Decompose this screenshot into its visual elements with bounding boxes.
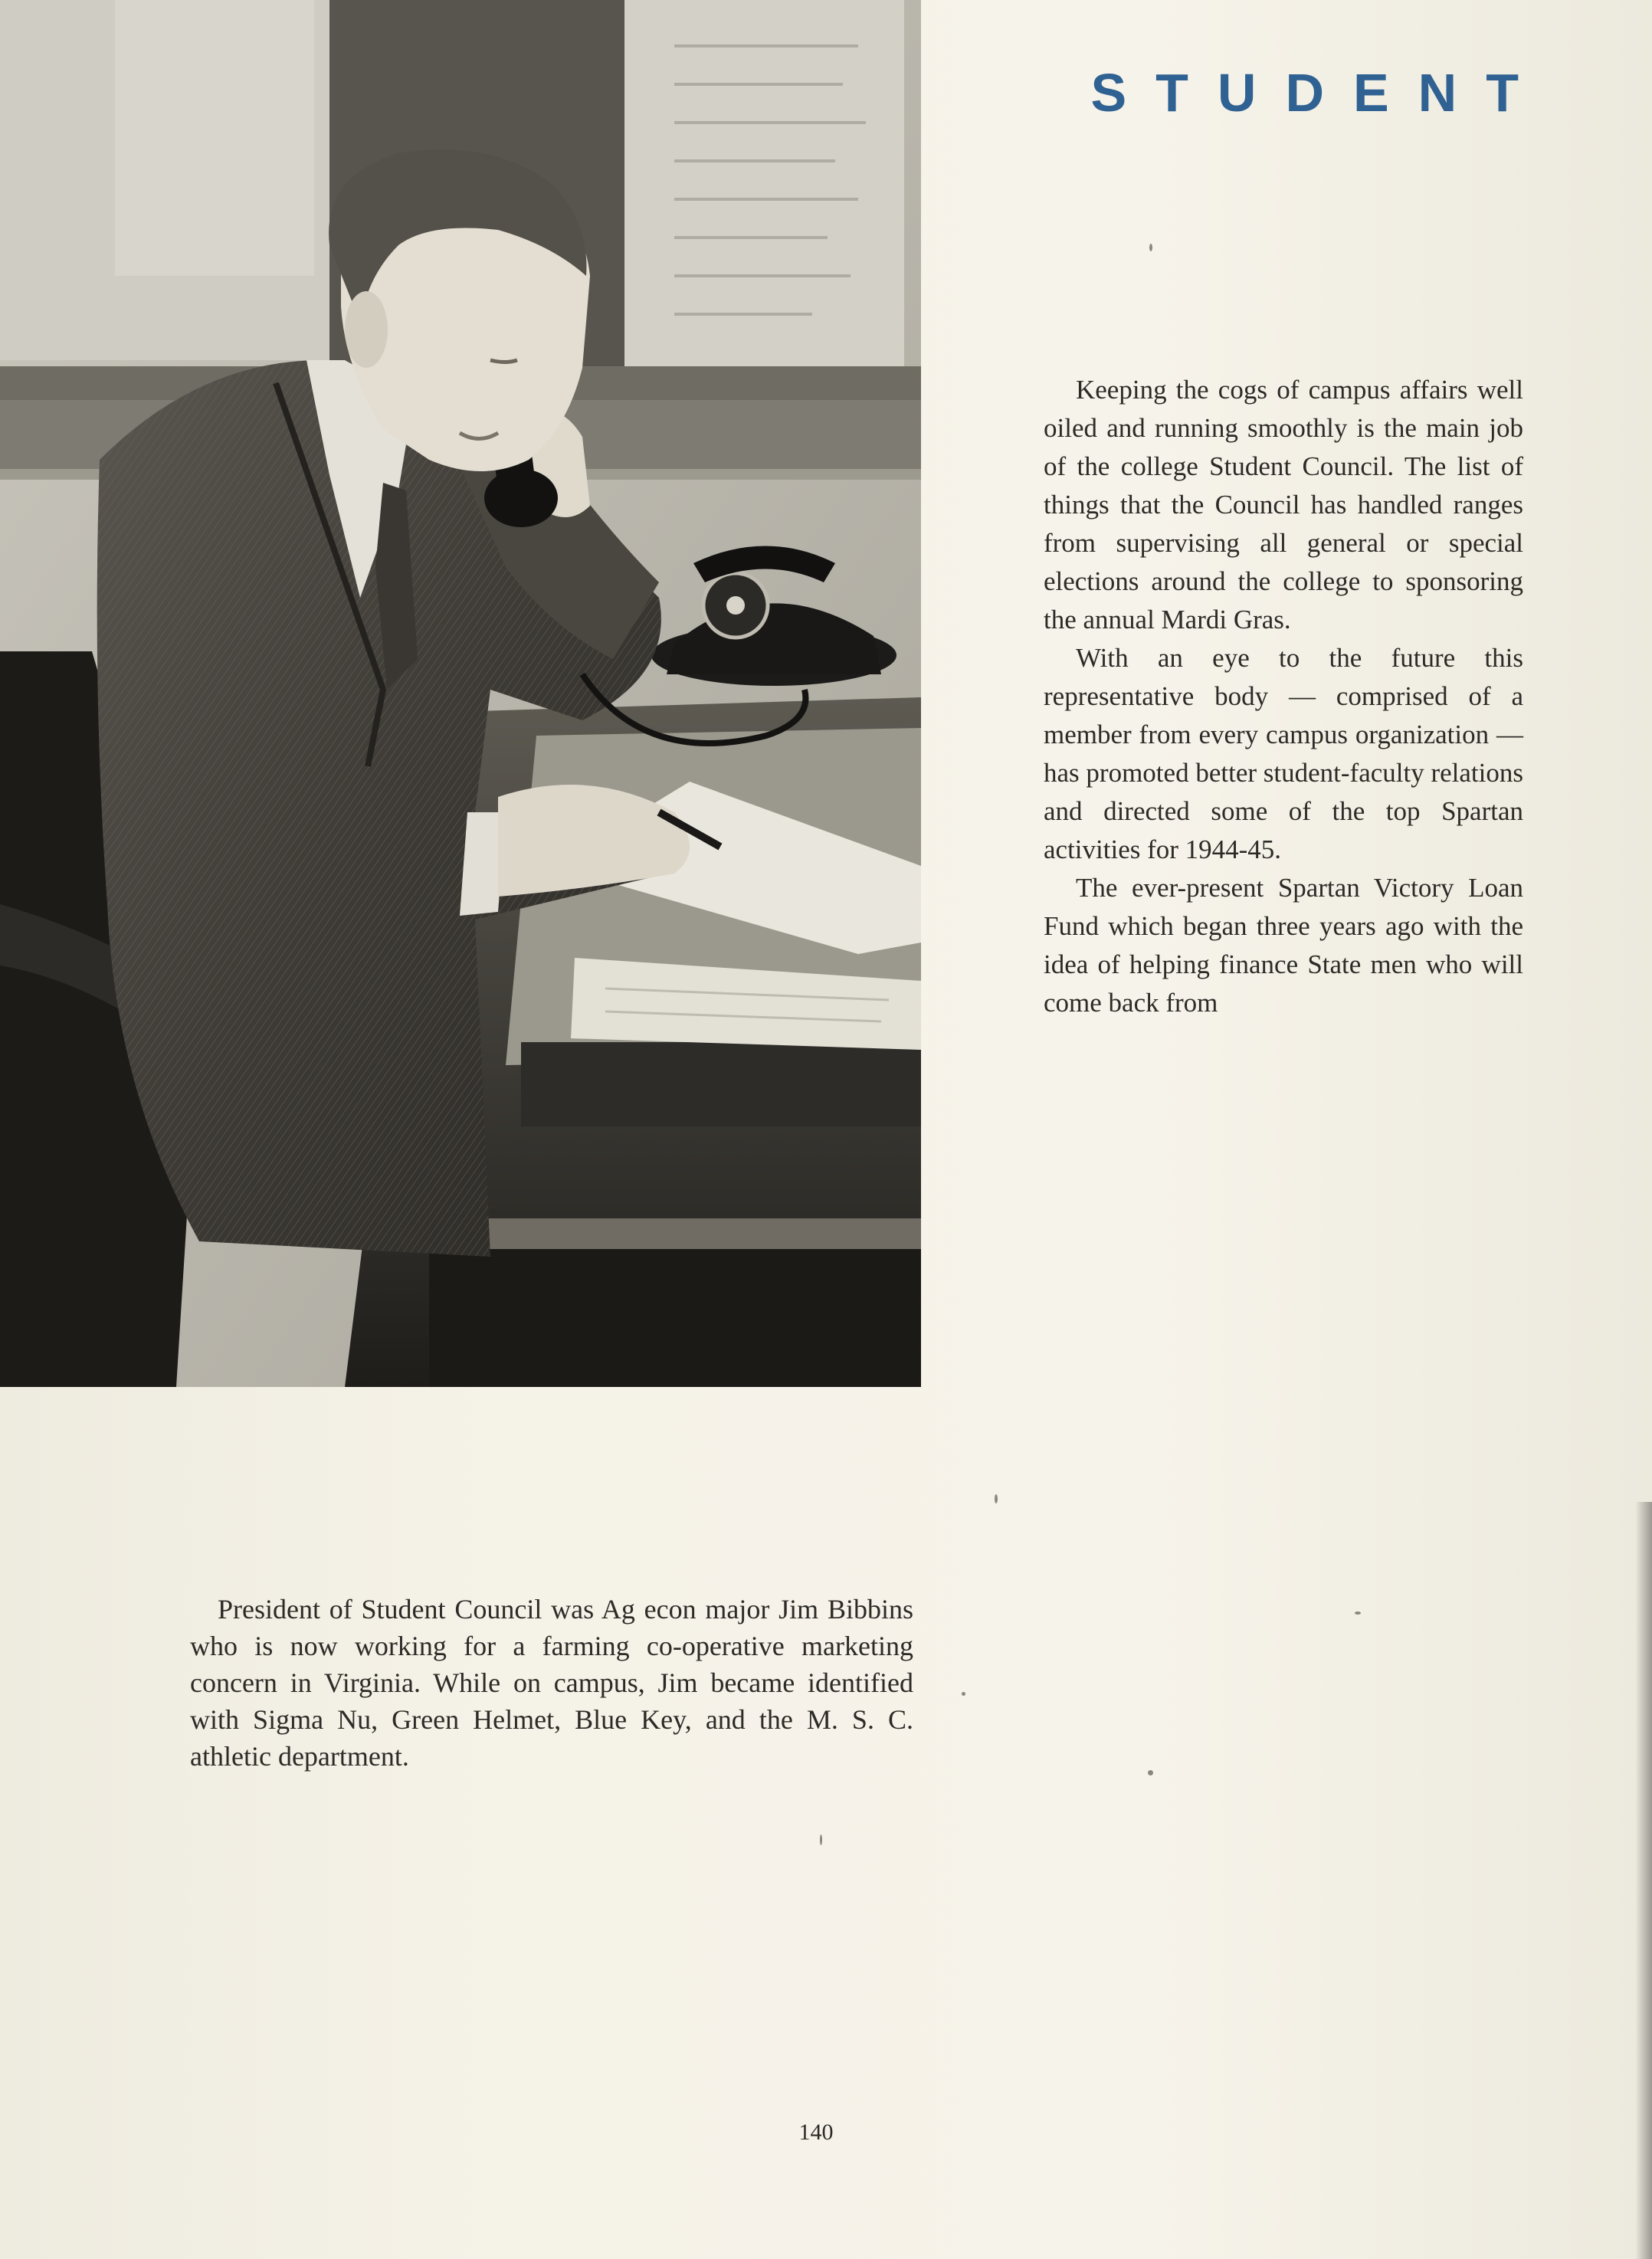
- body-paragraph-3: The ever-present Spartan Victory Loan Fund which began three years ago with the idea of helping finance State men who will come back from: [1044, 873, 1523, 1018]
- body-paragraph-2: With an eye to the future this representative body — comprised of a member from every campus organization — has promoted better student-faculty relations and directed some of the top Spartan activities for 1944-45.: [1044, 643, 1523, 864]
- paper-speck: [995, 1494, 998, 1503]
- paper-speck: [962, 1692, 965, 1696]
- paper-speck: [1355, 1611, 1361, 1615]
- photo-student-at-desk: [0, 0, 921, 1387]
- body-paragraph-1: Keeping the cogs of campus affairs well oiled and running smoothly is the main job of the college Student Council. The list of things that the Council has handled ranges from supervising all general or special elections around the college to sponsoring the annual Mardi Gras.: [1044, 375, 1523, 634]
- caption-text: President of Student Council was Ag econ major Jim Bibbins who is now working for a farming co-operative marketing concern in Virginia. While on campus, Jim became identified with Sigma Nu, Green Helmet, Blue Key, and the M. S. C. athletic department.: [190, 1594, 913, 1772]
- paper-speck: [1148, 1770, 1153, 1775]
- paper-speck: [1149, 244, 1152, 251]
- page-edge-shadow: [1635, 1502, 1652, 2259]
- paper-speck: [820, 1834, 822, 1845]
- page-number: 140: [798, 2120, 834, 2145]
- body-text-column: [1044, 371, 1523, 1022]
- photo-caption: [190, 1591, 913, 1775]
- page-heading: STUDENT: [1090, 63, 1548, 123]
